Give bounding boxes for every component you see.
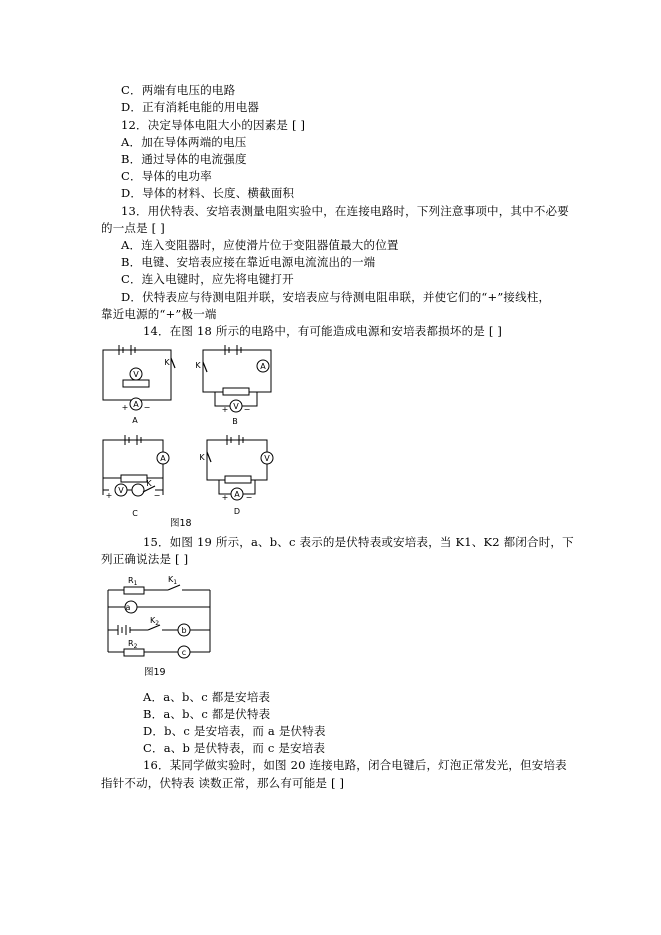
circuit-panel-d xyxy=(207,435,273,500)
question-13: 13．用伏特表、安培表测量电阻实验中，在连接电路时，下列注意事项中，其中不必要 xyxy=(121,204,569,218)
text-line: B．a、b、c 都是伏特表 xyxy=(143,707,271,721)
panel-label-d: D xyxy=(233,507,241,516)
switch-label: K xyxy=(199,453,205,462)
figure-19-caption: 图19 xyxy=(144,667,166,678)
circuit-panel-c xyxy=(103,435,169,496)
ammeter-symbol: A xyxy=(234,490,240,499)
text-line: 列正确说法是 [ ] xyxy=(101,552,189,566)
text-line: A．a、b、c 都是安培表 xyxy=(143,690,271,704)
question-16: 16．某同学做实验时，如图 20 连接电路，闭合电键后，灯泡正常发光，但安培表 xyxy=(143,758,567,772)
voltmeter-symbol: V xyxy=(264,454,270,463)
text-line: B．电键、安培表应接在靠近电源电流流出的一端 xyxy=(121,255,376,269)
text-line: C．两端有电压的电路 xyxy=(121,83,236,97)
minus-terminal: − xyxy=(245,493,253,502)
minus-terminal: − xyxy=(243,405,251,414)
minus-terminal: − xyxy=(143,403,151,412)
switch-label: K xyxy=(146,479,152,488)
text-line: C．导体的电功率 xyxy=(121,169,212,183)
switch-k1-label: $K_1$ xyxy=(168,575,178,586)
plus-terminal: + xyxy=(221,493,229,502)
text-line: D．伏特表应与待测电阻并联，安培表应与待测电阻串联，并使它们的“+”接线柱， xyxy=(121,290,551,304)
question-12: 12．决定导体电阻大小的因素是 [ ] xyxy=(121,118,306,132)
switch-label: K xyxy=(164,358,170,367)
resistor-r1-label: $R_1$ xyxy=(128,576,138,587)
figure-18 xyxy=(95,340,295,530)
text-line: D．b、c 是安培表，而 a 是伏特表 xyxy=(143,724,326,738)
panel-label-c: C xyxy=(132,509,138,518)
voltmeter-symbol: V xyxy=(233,402,239,411)
meter-a-symbol: a xyxy=(125,603,131,612)
text-line: C．a、b 是伏特表，而 c 是安培表 xyxy=(143,741,326,755)
figure-19 xyxy=(100,572,220,664)
text-line: A．连入变阻器时，应使滑片位于变阻器值最大的位置 xyxy=(121,238,399,252)
panel-label-b: B xyxy=(232,417,238,426)
text-line: 指针不动，伏特表 读数正常，那么有可能是 [ ] xyxy=(101,776,345,790)
meter-b-symbol: b xyxy=(181,626,187,635)
text-line: 的一点是 [ ] xyxy=(101,221,165,235)
figure-18-caption: 图18 xyxy=(170,518,192,529)
text-line: D．导体的材料、长度、横截面积 xyxy=(121,186,295,200)
meter-c-symbol: c xyxy=(181,648,187,657)
voltmeter-symbol: V xyxy=(133,370,139,379)
plus-terminal: + xyxy=(221,405,229,414)
minus-terminal: − xyxy=(153,491,161,500)
text-line: B．通过导体的电流强度 xyxy=(121,152,247,166)
question-15: 15．如图 19 所示，a、b、c 表示的是伏特表或安培表，当 K1、K2 都闭合时，下 xyxy=(143,535,574,549)
question-14: 14．在图 18 所示的电路中，有可能造成电源和安培表都损坏的是 [ ] xyxy=(143,324,503,338)
ammeter-symbol: A xyxy=(160,454,166,463)
voltmeter-symbol: V xyxy=(118,486,124,495)
ammeter-symbol: A xyxy=(260,362,266,371)
plus-terminal: + xyxy=(121,403,129,412)
plus-terminal: + xyxy=(105,491,113,500)
ammeter-symbol: A xyxy=(133,400,139,409)
resistor-r2-label: $R_2$ xyxy=(128,639,138,650)
text-line: C．连入电键时，应先将电键打开 xyxy=(121,272,294,286)
text-line: 靠近电源的“+”极一端 xyxy=(101,307,217,321)
text-line: D．正有消耗电能的用电器 xyxy=(121,100,260,114)
panel-label-a: A xyxy=(132,416,138,425)
text-line: A．加在导体两端的电压 xyxy=(121,135,247,149)
switch-label: K xyxy=(195,361,201,370)
switch-k2-label: $K_2$ xyxy=(150,616,160,627)
circuit-panel-a xyxy=(103,345,175,410)
